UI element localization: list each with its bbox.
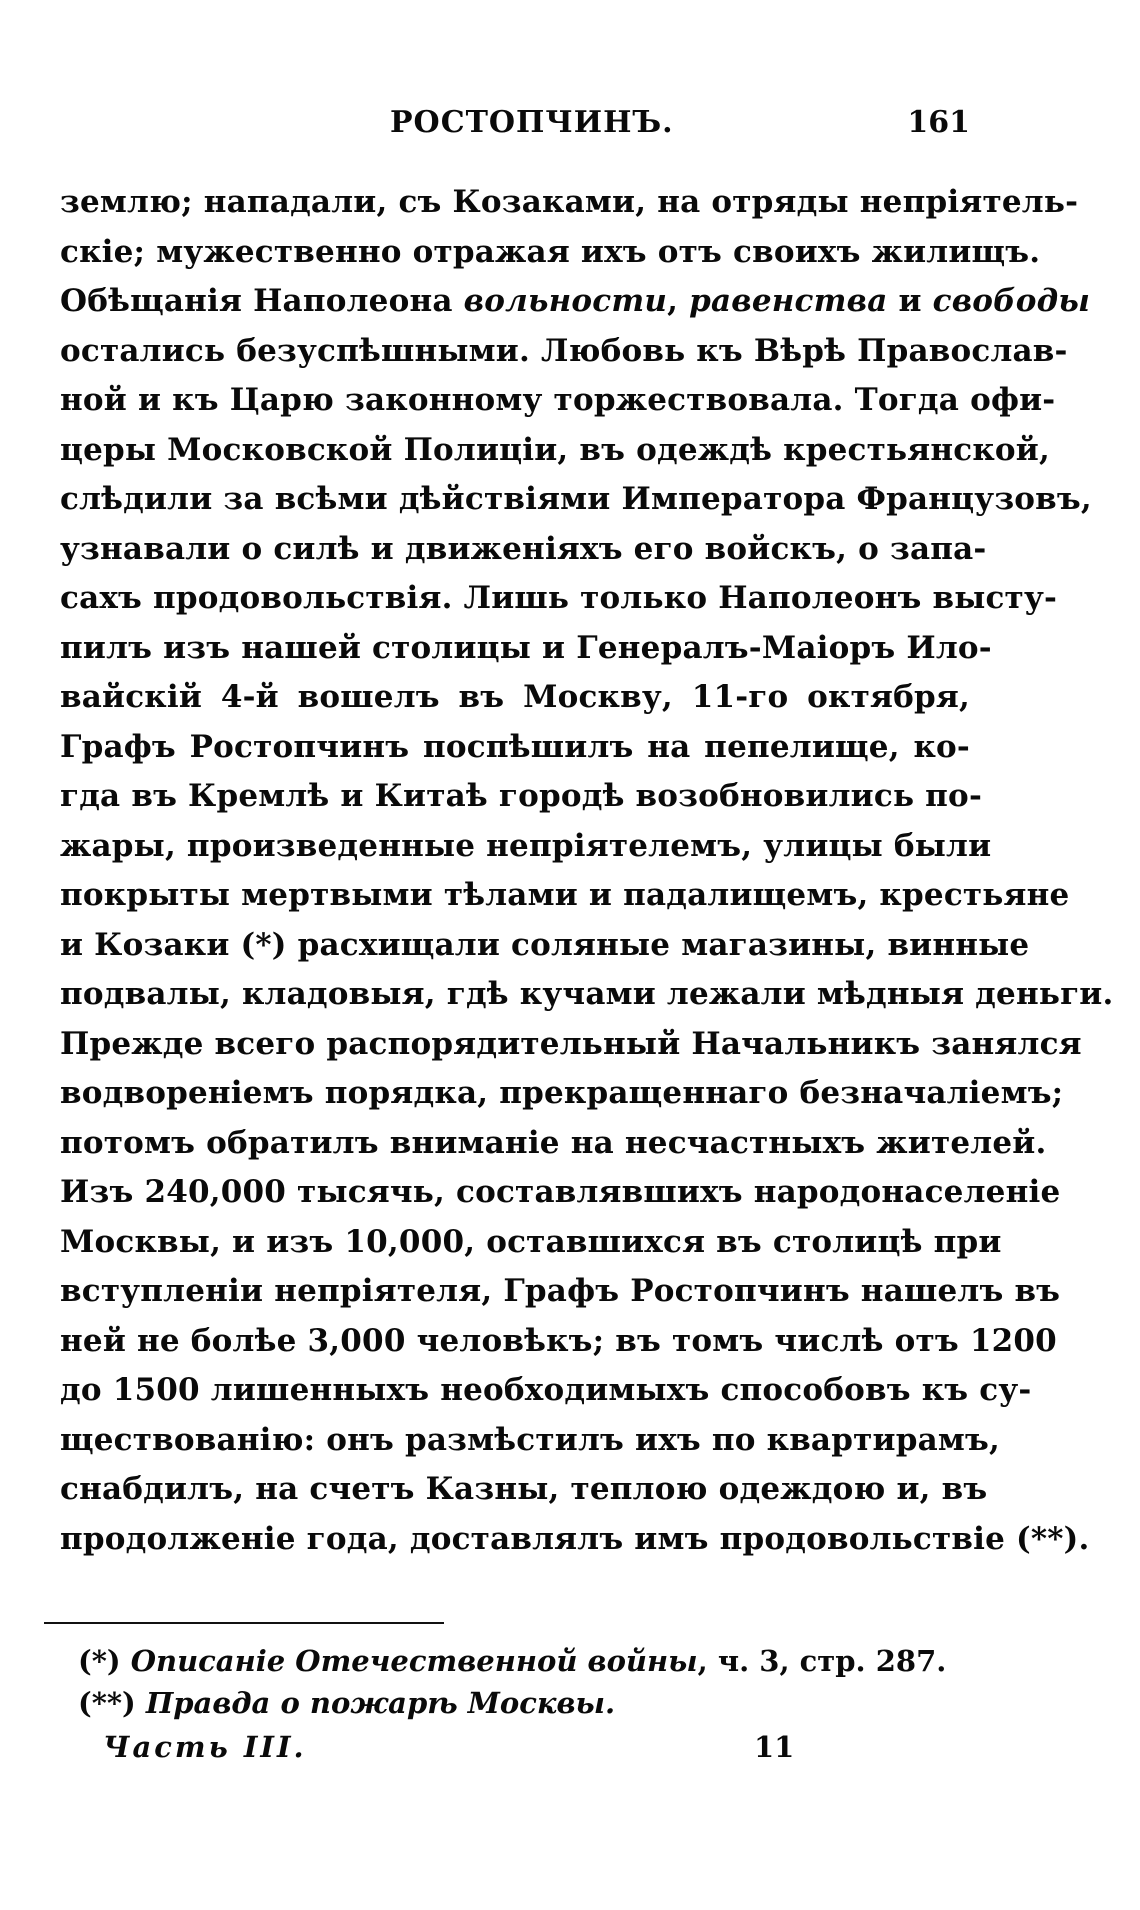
emphasis-text: свободы xyxy=(932,283,1091,319)
footnote-mark: (*) xyxy=(78,1644,131,1678)
text-line xyxy=(60,376,1056,426)
text-line xyxy=(60,228,1041,278)
text-line xyxy=(60,327,1068,377)
text-run: потомъ обратилъ вниманіе на несчастныхъ жителей. xyxy=(60,1124,1047,1161)
text-run: жары, произведенные непріятелемъ, улицы были xyxy=(60,827,992,864)
footnotes xyxy=(78,1640,958,1724)
text-run: церы Московской Полиціи, въ одеждѣ крестьянской, xyxy=(60,431,1050,468)
text-run: сахъ продовольствія. Лишь только Наполеонъ высту- xyxy=(60,580,1058,616)
text-line xyxy=(60,525,987,575)
text-line xyxy=(60,1465,988,1515)
footnote xyxy=(78,1640,958,1682)
text-run: продолженіе года, доставлялъ имъ продовольствіе (**). xyxy=(60,1520,1090,1557)
text-run: вступленіи непріятеля, Графъ Ростопчинъ нашелъ въ xyxy=(60,1273,1061,1309)
footnote-mark: (**) xyxy=(78,1686,146,1720)
text-run: гда въ Кремлѣ и Китаѣ городѣ возобновились по- xyxy=(60,778,983,814)
text-line xyxy=(60,574,1058,624)
running-head: РОСТОПЧИНЪ. xyxy=(390,105,674,140)
body-text xyxy=(60,178,1114,1564)
text-run: Москвы, и изъ 10,000, оставшихся въ столицѣ при xyxy=(60,1223,1002,1260)
text-run: Изъ 240,000 тысячь, составлявшихъ народонаселеніе xyxy=(60,1174,1061,1210)
text-line xyxy=(60,1119,1047,1169)
emphasis-text: равенства xyxy=(689,283,888,319)
text-line xyxy=(60,1267,1061,1317)
text-run: ной и къ Царю законному торжествовала. Тогда офи- xyxy=(60,382,1056,418)
text-line xyxy=(60,426,1050,476)
text-run: подвалы, кладовыя, гдѣ кучами лежали мѣдныя деньги. xyxy=(60,976,1114,1012)
text-line xyxy=(60,1020,1082,1070)
text-line xyxy=(60,1218,1002,1268)
text-run: Графъ Ростопчинъ поспѣшилъ на пепелище, ко- xyxy=(60,728,970,765)
text-run: ней не болѣе 3,000 человѣкъ; въ томъ числѣ отъ 1200 xyxy=(60,1322,1057,1359)
text-run: до 1500 лишенныхъ необходимыхъ способовъ къ су- xyxy=(60,1372,1032,1408)
text-run: и Козаки (*) расхищали соляные магазины, винные xyxy=(60,926,1030,963)
text-run: Обѣщанія Наполеона xyxy=(60,283,464,319)
text-run: скіе; мужественно отражая ихъ отъ своихъ жилищъ. xyxy=(60,233,1041,270)
text-run: остались безуспѣшными. Любовь къ Вѣрѣ Православ- xyxy=(60,332,1068,369)
text-run: землю; нападали, съ Козаками, на отряды непріятель- xyxy=(60,184,1079,220)
text-run: узнавали о силѣ и движеніяхъ его войскъ, о запа- xyxy=(60,530,987,567)
text-run: вайскій 4-й вошелъ въ Москву, 11-го октября, xyxy=(60,679,970,715)
footnote xyxy=(78,1682,958,1724)
text-line xyxy=(60,1317,1057,1367)
footnote-source: Описаніе Отечественной войны xyxy=(130,1644,698,1678)
text-line xyxy=(60,277,1091,327)
text-run: покрыты мертвыми тѣлами и падалищемъ, крестьяне xyxy=(60,877,1070,913)
text-run: пилъ изъ нашей столицы и Генералъ-Маіоръ Ило- xyxy=(60,629,992,666)
text-run: Прежде всего распорядительный Начальникъ занялся xyxy=(60,1025,1082,1062)
footnote-source: Правда о пожарѣ Москвы. xyxy=(145,1686,616,1720)
emphasis-text: вольности xyxy=(463,283,668,319)
text-line xyxy=(60,772,983,822)
text-line xyxy=(60,921,1030,971)
text-line xyxy=(60,1168,1061,1218)
text-line xyxy=(60,1069,1064,1119)
signature-line xyxy=(78,1726,795,1768)
text-line xyxy=(60,1515,1090,1565)
text-line xyxy=(60,624,992,674)
text-run: ществованію: онъ размѣстилъ ихъ по квартирамъ, xyxy=(60,1421,1000,1458)
text-run: водвореніемъ порядка, прекращеннаго безначаліемъ; xyxy=(60,1075,1064,1111)
text-line xyxy=(60,673,970,723)
text-line xyxy=(60,1416,1000,1466)
text-line xyxy=(60,871,1070,921)
text-line xyxy=(60,723,970,773)
text-line xyxy=(60,475,1092,525)
page-header xyxy=(60,105,970,145)
text-line xyxy=(60,178,1079,228)
page-number: 161 xyxy=(907,105,970,140)
text-run: , xyxy=(667,283,690,319)
part-label: Часть III. xyxy=(103,1730,307,1764)
text-line xyxy=(60,822,992,872)
footnote-divider xyxy=(44,1622,444,1624)
footnote-text: , ч. 3, стр. 287. xyxy=(697,1644,947,1678)
text-line xyxy=(60,1366,1032,1416)
text-run: слѣдили за всѣми дѣйствіями Императора Французовъ, xyxy=(60,481,1092,517)
text-run: снабдилъ, на счетъ Казны, теплою одеждою и, въ xyxy=(60,1471,988,1507)
text-line xyxy=(60,970,1114,1020)
text-run: и xyxy=(887,283,933,319)
sheet-number: 11 xyxy=(754,1730,795,1764)
